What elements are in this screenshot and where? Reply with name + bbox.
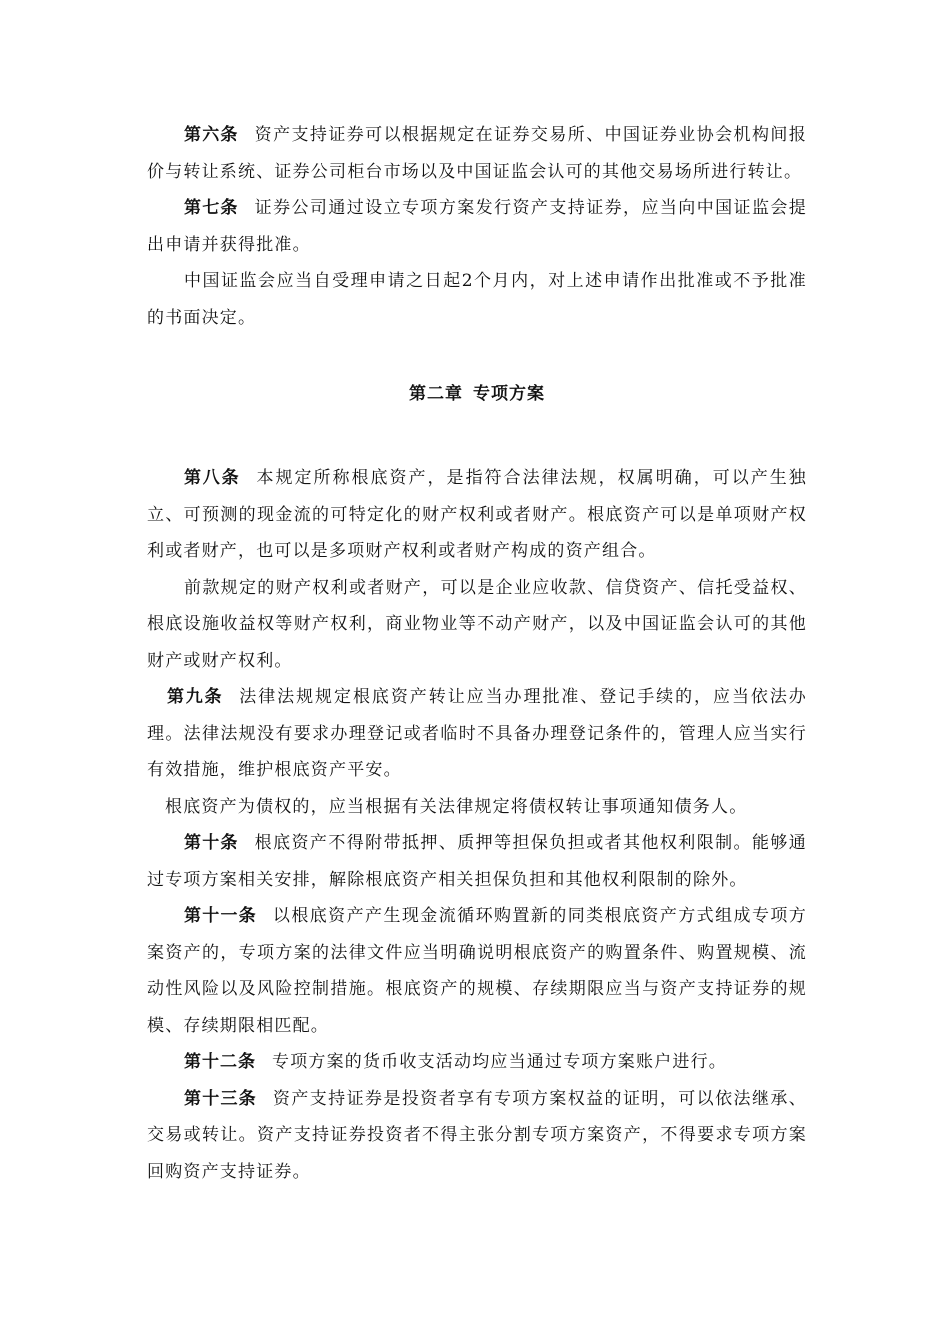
article-8-paragraph xyxy=(147,460,807,570)
document-body xyxy=(147,117,807,1190)
article-9-paragraph xyxy=(147,679,807,789)
article-9-label: 第九条 xyxy=(167,687,224,707)
article-10-label: 第十条 xyxy=(184,833,239,853)
article-12-text: 专项方案的货币收支活动均应当通过专项方案账户进行。 xyxy=(272,1052,727,1072)
article-12-paragraph xyxy=(147,1044,807,1081)
article-13-label: 第十三条 xyxy=(184,1088,257,1109)
article-11-text: 以根底资产产生现金流循环购置新的同类根底资产方式组成专项方案资产的，专项方案的法律文件应当明确说明根底资产的购置条件、购置规模、流动性风险以及风险控制措施。根底资产的规模、存续期限应当与资产支持证券的规模、存续期限相匹配。 xyxy=(147,906,807,1036)
article-11-paragraph xyxy=(147,898,807,1044)
article-13-text: 资产支持证券是投资者享有专项方案权益的证明，可以依法继承、交易或转让。资产支持证券投资者不得主张分割专项方案资产，不得要求专项方案回购资产支持证券。 xyxy=(147,1088,807,1182)
article-7-label: 第七条 xyxy=(184,198,239,218)
article-11-label: 第十一条 xyxy=(184,906,257,926)
article-10-text: 根底资产不得附带抵押、质押等担保负担或者其他权利限制。能够通过专项方案相关安排，解除根底资产相关担保负担和其他权利限制的除外。 xyxy=(147,833,807,890)
article-9-text: 法律法规规定根底资产转让应当办理批准、登记手续的，应当依法办理。法律法规没有要求办理登记或者临时不具备办理登记条件的，管理人应当实行有效措施，维护根底资产平安。 xyxy=(147,687,807,780)
article-9-sub-text: 根底资产为债权的，应当根据有关法律规定将债权转让事项通知债务人。 xyxy=(165,796,748,817)
article-7-subparagraph xyxy=(147,263,807,336)
article-8-subparagraph xyxy=(147,570,807,680)
article-8-label: 第八条 xyxy=(184,468,241,488)
chapter-number: 第二章 xyxy=(409,384,463,404)
article-6-label: 第六条 xyxy=(184,125,239,145)
chapter-heading xyxy=(147,382,807,406)
article-6-paragraph xyxy=(147,117,807,190)
article-7-sub-text: 中国证监会应当自受理申请之日起2个月内，对上述申请作出批准或不予批准的书面决定。 xyxy=(147,271,807,328)
article-8-sub-text: 前款规定的财产权利或者财产，可以是企业应收款、信贷资产、信托受益权、根底设施收益权等财产权利，商业物业等不动产财产，以及中国证监会认可的其他财产或财产权利。 xyxy=(147,577,807,671)
article-12-label: 第十二条 xyxy=(184,1052,256,1072)
article-13-paragraph xyxy=(147,1081,807,1191)
article-6-text: 资产支持证券可以根据规定在证券交易所、中国证券业协会机构间报价与转让系统、证券公司柜台市场以及中国证监会认可的其他交易场所进行转让。 xyxy=(147,125,807,182)
article-8-text: 本规定所称根底资产，是指符合法律法规，权属明确，可以产生独立、可预测的现金流的可特定化的财产权利或者财产。根底资产可以是单项财产权利或者财产，也可以是多项财产权利或者财产构成的资产组合。 xyxy=(147,468,807,561)
article-9-subparagraph xyxy=(147,789,807,826)
chapter-title: 专项方案 xyxy=(473,384,545,404)
article-7-text: 证券公司通过设立专项方案发行资产支持证券，应当向中国证监会提出申请并获得批准。 xyxy=(147,198,807,255)
article-7-paragraph xyxy=(147,190,807,263)
article-10-paragraph xyxy=(147,825,807,898)
